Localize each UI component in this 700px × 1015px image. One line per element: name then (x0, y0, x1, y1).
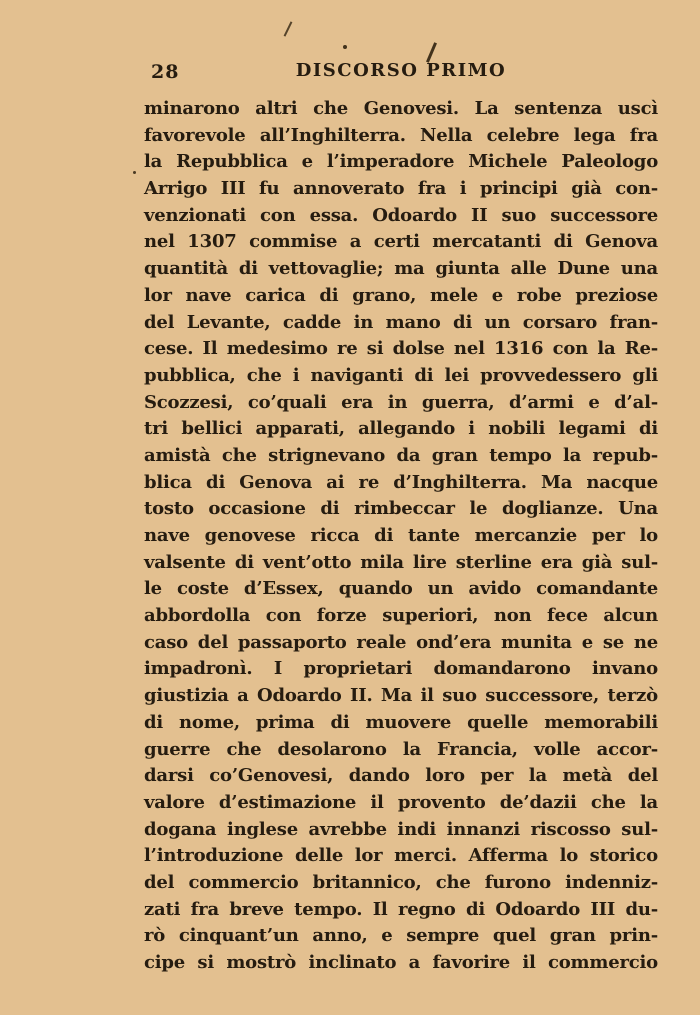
text-line: Scozzesi, co’quali era in guerra, d’armi e d’al- (144, 391, 658, 413)
text-line: favorevole all’Inghilterra. Nella celebre lega fra (144, 124, 658, 146)
text-line: Arrigo III fu annoverato fra i principi già con- (144, 178, 658, 200)
text-line: cipe si mostrò inclinato a favorire il commercio (144, 952, 658, 973)
text-line: abbordolla con forze superiori, non fece alcun (144, 605, 658, 627)
text-line: del Levante, cadde in mano di un corsaro fran- (144, 311, 658, 333)
text-line: di nome, prima di muovere quelle memorabili (144, 711, 658, 733)
text-line: l’introduzione delle lor merci. Afferma lo storico (144, 845, 658, 867)
text-line: giustizia a Odoardo II. Ma il suo successore, terzò (144, 685, 658, 707)
text-line: guerre che desolarono la Francia, volle accor- (144, 738, 658, 760)
running-title: DISCORSO PRIMO (295, 60, 507, 81)
text-line: valsente di vent’otto mila lire sterline era già sul- (144, 551, 658, 573)
text-line: la Repubblica e l’imperadore Michele Paleologo (144, 151, 658, 173)
text-line: pubblica, che i naviganti di lei provvedessero gli (144, 364, 658, 386)
text-line: zati fra breve tempo. Il regno di Odoardo III du- (144, 898, 658, 920)
text-line: blica di Genova ai re d’Inghilterra. Ma nacque (144, 471, 658, 493)
text-line: tosto occasione di rimbeccar le doglianze. Una (144, 498, 658, 520)
text-line: nave genovese ricca di tante mercanzie per lo (144, 525, 658, 546)
text-line: lor nave carica di grano, mele e robe preziose (144, 284, 658, 306)
text-line: impadronì. I proprietari domandarono invano (144, 658, 658, 680)
text-line: nel 1307 commise a certi mercatanti di Genova (144, 231, 658, 253)
page-header (144, 60, 658, 88)
page-number: 28 (151, 61, 180, 83)
text-line: quantità di vettovaglie; ma giunta alle Dune una (144, 258, 658, 280)
ink-slash-speck (284, 21, 293, 36)
text-line: del commercio britannico, che furono indenniz- (144, 871, 658, 893)
text-line: tri bellici apparati, allegando i nobili legami di (144, 418, 658, 440)
text-line: le coste d’Essex, quando un avido comandante (144, 578, 658, 600)
text-line: minarono altri che Genovesi. La sentenza uscì (144, 98, 658, 119)
text-line: caso del passaporto reale ond’era munita e se ne (144, 631, 658, 653)
text-line: cese. Il medesimo re si dolse nel 1316 con la Re- (144, 338, 658, 360)
ink-dot-speck (133, 171, 136, 174)
text-line: amistà che strignevano da gran tempo la repub- (144, 444, 658, 466)
ink-dot-speck (343, 45, 347, 49)
page-body (144, 96, 658, 977)
text-line: venzionati con essa. Odoardo II suo successore (144, 204, 658, 226)
text-line: dogana inglese avrebbe indi innanzi riscosso sul- (144, 818, 658, 840)
text-line: darsi co’Genovesi, dando loro per la metà del (144, 765, 658, 787)
text-line: rò cinquant’un anno, e sempre quel gran prin- (144, 925, 658, 947)
text-line: valore d’estimazione il provento de’dazii che la (144, 791, 658, 813)
